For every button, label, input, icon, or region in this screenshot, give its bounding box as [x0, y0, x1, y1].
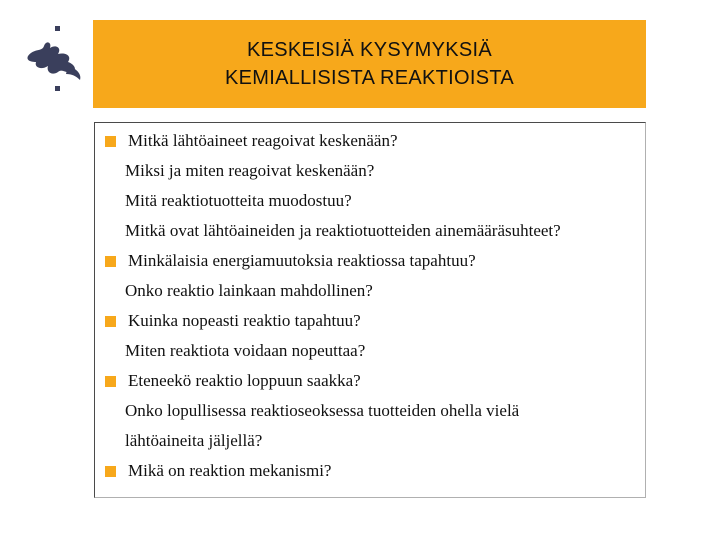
question-item: Kuinka nopeasti reaktio tapahtuu?: [128, 311, 361, 330]
question-item: Mikä on reaktion mekanismi?: [128, 461, 332, 480]
question-item: Mitkä lähtöaineet reagoivat keskenään?: [128, 131, 398, 150]
question-subitem: Mitkä ovat lähtöaineiden ja reaktiotuotteiden ainemääräsuhteet?: [125, 221, 561, 240]
title-banner: [93, 20, 646, 108]
logo-square-bottom: [55, 86, 60, 91]
question-subitem: Onko reaktio lainkaan mahdollinen?: [125, 281, 373, 300]
square-bullet-icon: [105, 256, 116, 267]
university-flame-logo-icon: [22, 26, 92, 96]
square-bullet-icon: [105, 466, 116, 477]
title-line-1: KESKEISIÄ KYSYMYKSIÄ: [247, 39, 492, 61]
question-subitem: lähtöaineita jäljellä?: [125, 431, 263, 450]
question-subitem: Miten reaktiota voidaan nopeuttaa?: [125, 341, 366, 360]
question-subitem: Mitä reaktiotuotteita muodostuu?: [125, 191, 352, 210]
square-bullet-icon: [105, 376, 116, 387]
question-item: Minkälaisia energiamuutoksia reaktiossa tapahtuu?: [128, 251, 476, 270]
question-list: [94, 122, 646, 498]
logo-square-top: [55, 26, 60, 31]
square-bullet-icon: [105, 316, 116, 327]
title-line-2: KEMIALLISISTA REAKTIOISTA: [224, 67, 515, 89]
square-bullet-icon: [105, 136, 116, 147]
question-subitem: Miksi ja miten reagoivat keskenään?: [125, 161, 375, 180]
question-item: Eteneekö reaktio loppuun saakka?: [128, 371, 361, 390]
question-subitem: Onko lopullisessa reaktioseoksessa tuotteiden ohella vielä: [125, 401, 520, 420]
logo-flame-tail: [66, 66, 80, 80]
logo-graphic: [22, 26, 92, 96]
